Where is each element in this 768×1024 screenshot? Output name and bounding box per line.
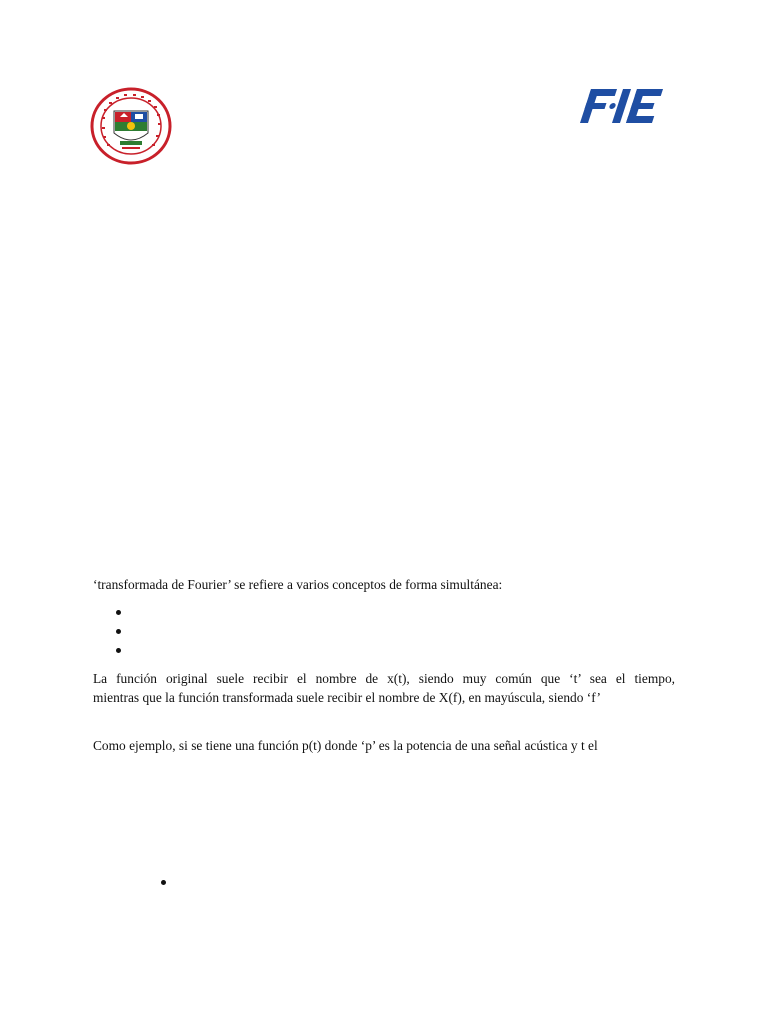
bullet-dot — [116, 610, 121, 615]
bullet-dot — [161, 880, 166, 885]
function-paragraph — [93, 669, 675, 707]
espoch-seal-icon — [90, 87, 172, 165]
paragraph-line: mientras que la función transformada suele recibir el nombre de X(f), en mayúscula, siendo ‘f’ — [93, 690, 601, 705]
fie-logo-icon — [578, 86, 666, 126]
bullet-dot — [116, 648, 121, 653]
bullet-dot — [116, 629, 121, 634]
intro-paragraph: ‘transformada de Fourier’ se refiere a varios conceptos de forma simultánea: — [93, 577, 503, 592]
example-paragraph: Como ejemplo, si se tiene una función p(t) donde ‘p’ es la potencia de una señal acústica y t el — [93, 738, 598, 753]
paragraph-line: La función original suele recibir el nombre de x(t), siendo muy común que ‘t’ sea el tiempo, — [93, 671, 675, 686]
